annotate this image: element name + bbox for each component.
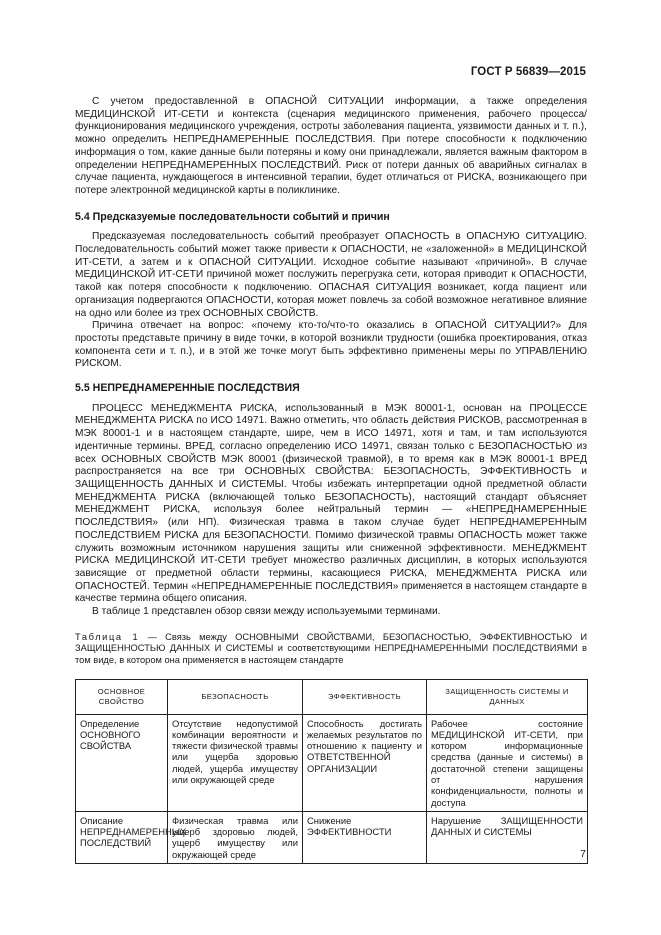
paragraph: Предсказуемая последовательность событий преобразует ОПАСНОСТЬ в ОПАСНУЮ СИТУАЦИЮ. Последовательность событий может также привести к ОПАСНОСТИ, не «заложенной» в МЕДИЦИНСКОЙ ИТ-СЕТИ, а затем и к ОПАСНОЙ СИТУАЦИИ. Исходное событие называют «причиной». В случае МЕДИЦИНСКОЙ ИТ-СЕТИ причиной может послужить перегрузка сети, которая приводит к ОПАСНОСТИ, такой как потеря способности к подключению. ОПАСНАЯ СИТУАЦИЯ возникает, когда пациент или организация подвергаются ОПАСНОСТИ, которая может повлечь за собой возможное негативное влияние на одно или более из трех ОСНОВНЫХ СВОЙСТВ.: [75, 231, 587, 319]
page-number: 7: [580, 848, 586, 860]
table-cell: Способность достигать желаемых результатов по отношению к пациенту и ОТВЕТСТВЕННОЙ ОРГАНИЗАЦИИ: [303, 714, 427, 811]
table-row: [76, 714, 588, 811]
paragraph: В таблице 1 представлен обзор связи между используемыми терминами.: [92, 606, 441, 618]
table-caption: [75, 632, 587, 667]
table-cell: Нарушение ЗАЩИЩЕННОСТИ ДАННЫХ И СИСТЕМЫ: [427, 811, 588, 863]
table-cell: Отсутствие недопустимой комбинации вероятности и тяжести физической травмы или ущерба здоровью людей, ущерба имуществу или окружающей среде: [168, 714, 303, 811]
table-cell: Физическая травма или ущерб здоровью людей, ущерб имуществу или окружающей среде: [168, 811, 303, 863]
table-header-row: [76, 679, 588, 714]
column-header: ОСНОВНОЕ СВОЙСТВО: [76, 679, 168, 714]
section-heading-5-4: 5.4 Предсказуемые последовательности событий и причин: [75, 210, 390, 223]
paragraph: С учетом предоставленной в ОПАСНОЙ СИТУАЦИИ информации, а также определения МЕДИЦИНСКОЙ ИТ-СЕТИ и контекста (сценария медицинского применения, рабочего процесса/функционирования медицинского учреждения, остроты заболевания пациента, уязвимости данных и т. п.), можно определить НЕПРЕДНАМЕРЕННЫЕ ПОСЛЕДСТВИЯ. При потере способности к подключению информация о том, какие данные были потеряны и кому они принадлежали, является важным фактором в определении НЕПРЕДНАМЕРЕННЫХ ПОСЛЕДСТВИЙ. Риск от потери данных об аварийных сигналах в случае пациента, нуждающегося в интенсивной терапии, будет отличаться от РИСКА, возникающего при потере электронной медицинской карты в поликлинике.: [75, 96, 587, 196]
table-cell: Снижение ЭФФЕКТИВНОСТИ: [303, 811, 427, 863]
column-header: ЭФФЕКТИВНОСТЬ: [303, 679, 427, 714]
table-caption-label: Таблица 1: [75, 631, 140, 642]
table-cell: Рабочее состояние МЕДИЦИНСКОЙ ИТ-СЕТИ, при котором информационные средства (данные и системы) в достаточной степени защищены от нарушения конфиденциальности, полноты и доступа: [427, 714, 588, 811]
terms-table: [75, 679, 588, 865]
paragraph: Причина отвечает на вопрос: «почему кто-то/что-то оказались в ОПАСНОЙ СИТУАЦИИ?» Для простоты представьте причину в виде точки, в которой возникли трудности (ошибка проектирования, отказ компонента сети и т. п.), и в этой же точке могут быть эффективно применены меры по УПРАВЛЕНИЮ РИСКОМ.: [75, 320, 587, 370]
section-heading-5-5: 5.5 НЕПРЕДНАМЕРЕННЫЕ ПОСЛЕДСТВИЯ: [75, 382, 300, 395]
table-row: [76, 811, 588, 863]
document-body: [75, 96, 587, 864]
standard-code: ГОСТ Р 56839—2015: [470, 66, 586, 78]
table-caption-text: — Связь между ОСНОВНЫМИ СВОЙСТВАМИ, БЕЗОПАСНОСТЬЮ, ЭФФЕКТИВНОСТЬЮ И ЗАЩИЩЕННОСТЬЮ ДАННЫХ И СИСТЕМЫ и соответствующими НЕПРЕДНАМЕРЕННЫМИ ПОСЛЕДСТВИЯМИ в том виде, в котором она применяется в настоящем стандарте: [75, 631, 588, 665]
column-header: БЕЗОПАСНОСТЬ: [168, 679, 303, 714]
column-header: ЗАЩИЩЕННОСТЬ СИСТЕМЫ И ДАННЫХ: [427, 679, 588, 714]
table-cell: Определение ОСНОВНОГО СВОЙСТВА: [76, 714, 168, 811]
table-cell: Описание НЕПРЕДНАМЕРЕННЫХ ПОСЛЕДСТВИЙ: [76, 811, 168, 863]
paragraph: ПРОЦЕСС МЕНЕДЖМЕНТА РИСКА, использованный в МЭК 80001-1, основан на ПРОЦЕССЕ МЕНЕДЖМЕНТА РИСКА по ИСО 14971. Важно отметить, что область действия РИСКОВ, рассмотренная в МЭК 80001-1 и в настоящем стандарте, шире, чем в ИСО 14971, хотя и там, и там используются идентичные термины. ВРЕД, согласно определению ИСО 14971, связан только с БЕЗОПАСНОСТЬЮ из всех ОСНОВНЫХ СВОЙСТВ МЭК 80001 (физической травмой), в то время как в МЭК 80001-1 ВРЕД распространяется на все три ОСНОВНЫХ СВОЙСТВА: БЕЗОПАСНОСТЬ, ЭФФЕКТИВНОСТЬ и ЗАЩИЩЕННОСТЬ ДАННЫХ И СИСТЕМЫ. Чтобы избежать интерпретации одной предметной области МЕНЕДЖМЕНТА РИСКА (включающей только БЕЗОПАСНОСТЬ), настоящий стандарт объясняет МЕНЕДЖМЕНТ РИСКА, используя более нейтральный термин — «НЕПРЕДНАМЕРЕННЫЕ ПОСЛЕДСТВИЯ» (или НП). Физическая травма в таком случае будет НЕПРЕДНАМЕРЕННЫМ ПОСЛЕДСТВИЕМ РИСКА для БЕЗОПАСНОСТИ. Помимо физической травмы ОПАСНОСТЬ может также служить возможным источником нарушения защиты или сниженной эффективности. МЕНЕДЖМЕНТ РИСКА МЕДИЦИНСКОЙ ИТ-СЕТИ требует множество различных дисциплин, в которых используются зависящие от предметной области термины, касающиеся РИСКА, МЕНЕДЖМЕНТА РИСКА или ОПАСНОСТЕЙ. Термин «НЕПРЕДНАМЕРЕННЫЕ ПОСЛЕДСТВИЯ» применяется в настоящем стандарте в качестве термина общего описания.: [75, 402, 587, 605]
